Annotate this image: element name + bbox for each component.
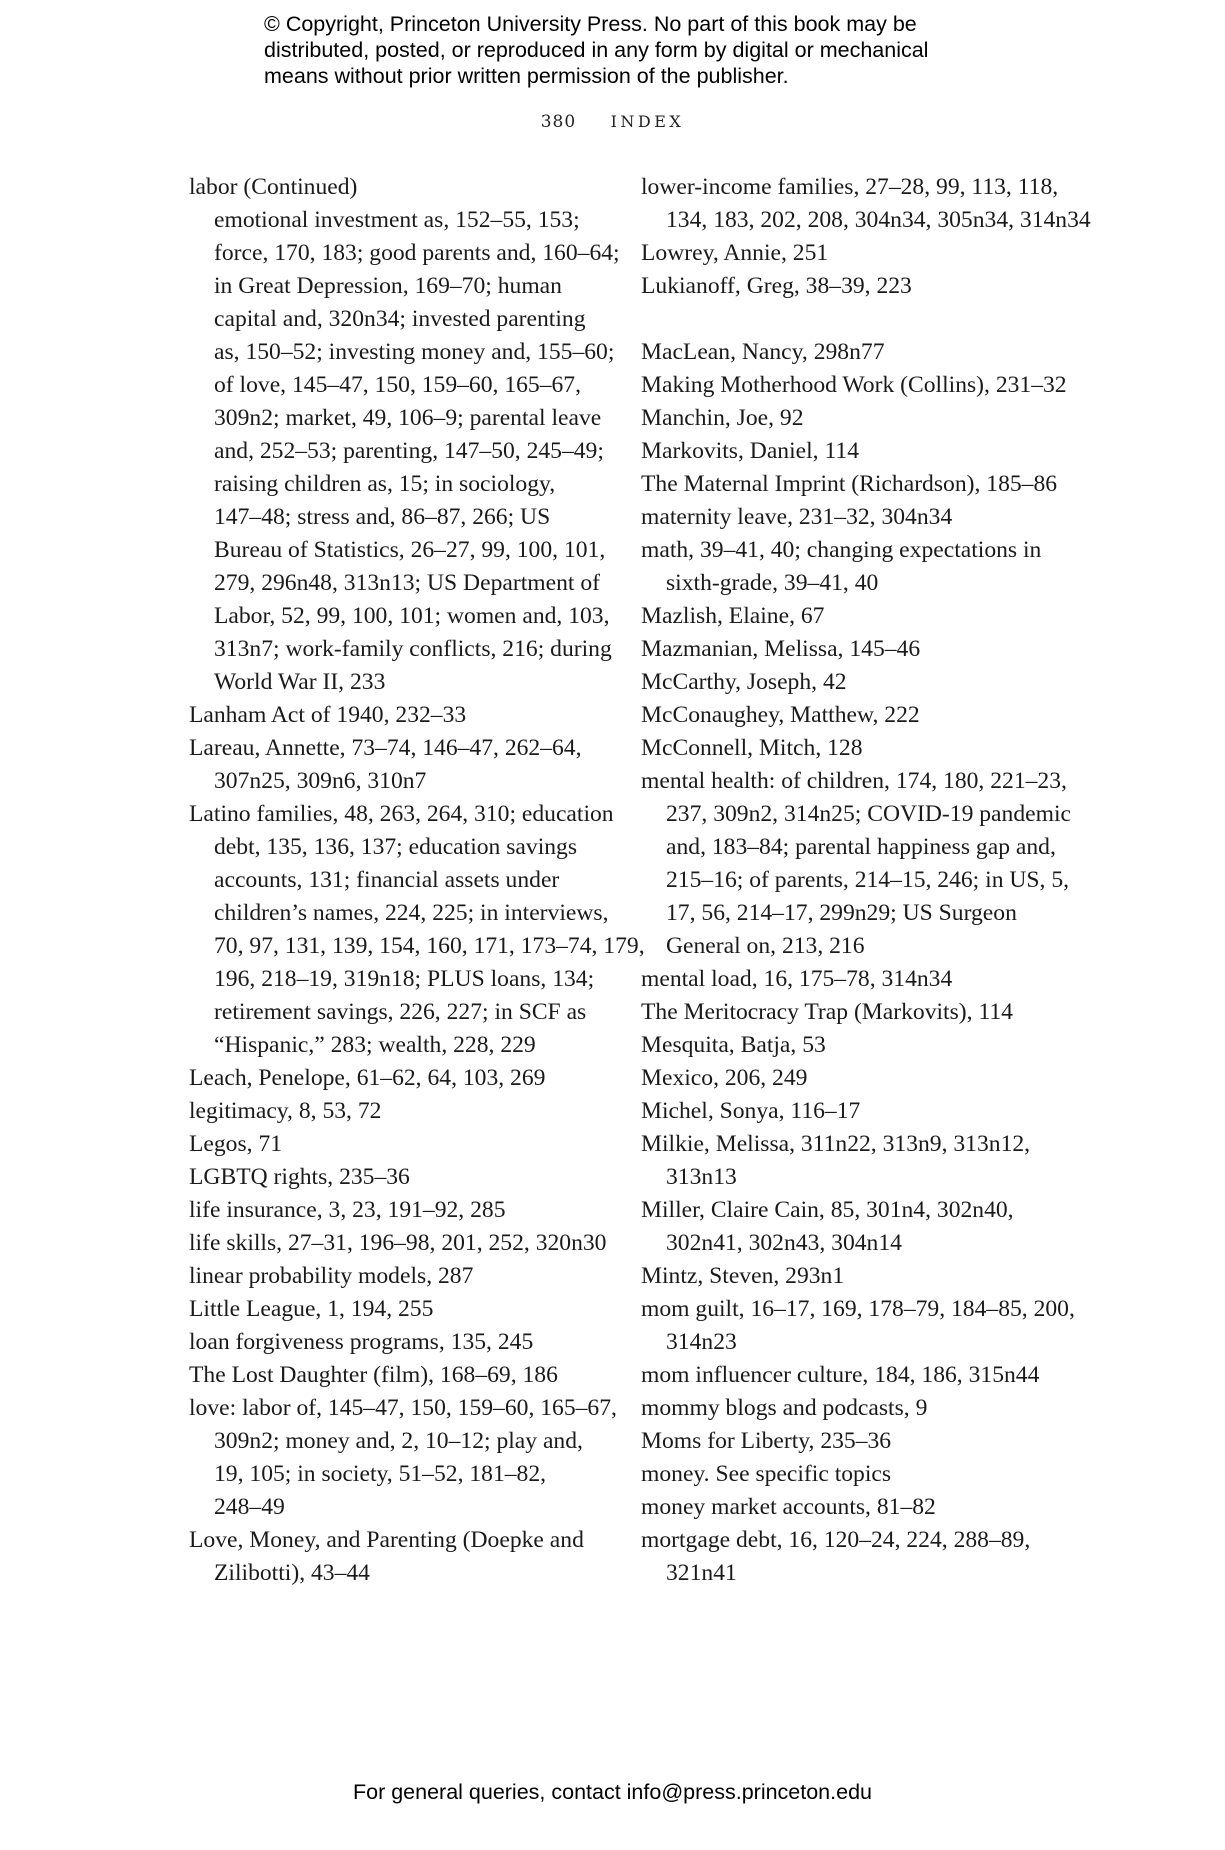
index-entry (189, 699, 614, 732)
index-entry (641, 732, 1071, 765)
index-entry (641, 1359, 1071, 1392)
index-entry-line: Mexico, 206, 249 (641, 1065, 808, 1091)
index-entry (641, 1524, 1071, 1590)
index-entry (189, 1161, 614, 1194)
index-entry (641, 237, 1071, 270)
index-entry-line: The Maternal Imprint (Richardson), 185–86 (641, 471, 1058, 497)
index-entry-line: 134, 183, 202, 208, 304n34, 305n34, 314n34 (666, 207, 1091, 233)
index-entry-line: Mazlish, Elaine, 67 (641, 603, 825, 629)
index-entry-line: Manchin, Joe, 92 (641, 405, 804, 431)
index-column-right (641, 171, 1091, 1590)
index-entry-line: loan forgiveness programs, 135, 245 (189, 1329, 534, 1355)
index-entry (189, 798, 645, 1062)
index-entry (641, 1128, 1071, 1194)
index-entry (641, 1029, 1071, 1062)
index-entry (641, 666, 1071, 699)
index-entry-line: The Lost Daughter (film), 168–69, 186 (189, 1362, 558, 1388)
index-entry-line: mom influencer culture, 184, 186, 315n44 (641, 1362, 1040, 1388)
index-entry-line: Michel, Sonya, 116–17 (641, 1098, 861, 1124)
index-entry-line: force, 170, 183; good parents and, 160–64; (214, 240, 620, 266)
index-entry (641, 270, 1071, 303)
index-entry-line: Mintz, Steven, 293n1 (641, 1263, 845, 1289)
index-entry (641, 369, 1071, 402)
index-entry-line: money market accounts, 81–82 (641, 1494, 936, 1520)
index-entry-line: 70, 97, 131, 139, 154, 160, 171, 173–74, 179, (214, 933, 645, 959)
index-entry-line: 309n2; money and, 2, 10–12; play and, (214, 1428, 583, 1454)
index-entry (641, 336, 1071, 369)
index-entry-line: Zilibotti), 43–44 (214, 1560, 370, 1586)
index-entry-line: accounts, 131; financial assets under (214, 867, 560, 893)
index-entry (189, 1128, 614, 1161)
index-entry (641, 699, 1071, 732)
index-entry-line: love: labor of, 145–47, 150, 159–60, 165–67, (189, 1395, 617, 1421)
index-entry-line: money. See specific topics (641, 1461, 892, 1487)
index-entry-line: raising children as, 15; in sociology, (214, 471, 556, 497)
page-number: 380 (540, 112, 577, 132)
index-entry-line: Legos, 71 (189, 1131, 283, 1157)
index-entry-line: capital and, 320n34; invested parenting (214, 306, 586, 332)
index-entry (641, 963, 1071, 996)
index-entry-line: 307n25, 309n6, 310n7 (214, 768, 427, 794)
index-entry (641, 468, 1071, 501)
index-entry-line: mental load, 16, 175–78, 314n34 (641, 966, 953, 992)
running-head (0, 112, 1225, 132)
index-entry-line: Latino families, 48, 263, 264, 310; education (189, 801, 614, 827)
index-entry (189, 1326, 614, 1359)
index-entry-line: 19, 105; in society, 51–52, 181–82, (214, 1461, 547, 1487)
index-entry-line: legitimacy, 8, 53, 72 (189, 1098, 382, 1124)
index-entry-line: Labor, 52, 99, 100, 101; women and, 103, (214, 603, 610, 629)
index-entry-line: Milkie, Melissa, 311n22, 313n9, 313n12, (641, 1131, 1031, 1157)
index-entry-line: labor (Continued) (189, 174, 358, 200)
index-entry (641, 1491, 1071, 1524)
index-entry-line: MacLean, Nancy, 298n77 (641, 339, 885, 365)
index-entry (189, 1293, 614, 1326)
index-entry (189, 1194, 614, 1227)
index-entry-line: World War II, 233 (214, 669, 386, 695)
index-entry-line: The Meritocracy Trap (Markovits), 114 (641, 999, 1013, 1025)
index-entry (641, 435, 1071, 468)
index-entry (641, 1095, 1071, 1128)
index-entry-line: 279, 296n48, 313n13; US Department of (214, 570, 600, 596)
index-entry (641, 1293, 1075, 1359)
index-entry (189, 1260, 614, 1293)
index-entry (641, 1425, 1071, 1458)
index-entry-line: Little League, 1, 194, 255 (189, 1296, 434, 1322)
index-entry (641, 534, 1071, 600)
copyright-line: distributed, posted, or reproduced in any form by digital or mechanical (264, 38, 929, 62)
index-entry-line: in Great Depression, 169–70; human (214, 273, 562, 299)
index-entry-line: Leach, Penelope, 61–62, 64, 103, 269 (189, 1065, 546, 1091)
index-entry (189, 1227, 614, 1260)
index-entry (189, 1062, 614, 1095)
index-entry (189, 1392, 617, 1524)
index-entry-line: 248–49 (214, 1494, 285, 1520)
index-entry-line: Miller, Claire Cain, 85, 301n4, 302n40, (641, 1197, 1014, 1223)
index-entry-line: Lanham Act of 1940, 232–33 (189, 702, 467, 728)
index-entry-line: and, 183–84; parental happiness gap and, (666, 834, 1056, 860)
index-entry-line: McConaughey, Matthew, 222 (641, 702, 920, 728)
index-entry (641, 1062, 1071, 1095)
index-entry-line: McCarthy, Joseph, 42 (641, 669, 847, 695)
index-entry-line: children’s names, 224, 225; in interviews, (214, 900, 609, 926)
copyright-notice (264, 11, 1024, 89)
index-entry-line: linear probability models, 287 (189, 1263, 474, 1289)
index-entry (641, 1260, 1071, 1293)
index-entry-line: 313n7; work-family conflicts, 216; during (214, 636, 612, 662)
index-entry-line: 237, 309n2, 314n25; COVID-19 pandemic (666, 801, 1071, 827)
index-entry-line: as, 150–52; investing money and, 155–60; (214, 339, 615, 365)
index-entry-line: mom guilt, 16–17, 169, 178–79, 184–85, 200, (641, 1296, 1075, 1322)
index-entry-line: 313n13 (666, 1164, 737, 1190)
index-entry (641, 996, 1071, 1029)
index-entry-line: LGBTQ rights, 235–36 (189, 1164, 410, 1190)
index-entry (641, 1392, 1071, 1425)
index-entry-line: math, 39–41, 40; changing expectations in (641, 537, 1042, 563)
index-entry-line: General on, 213, 216 (666, 933, 865, 959)
index-entry-line: 321n41 (666, 1560, 737, 1586)
index-entry-line: Markovits, Daniel, 114 (641, 438, 859, 464)
index-column-left (189, 171, 645, 1590)
index-entry-line: mental health: of children, 174, 180, 221–23, (641, 768, 1067, 794)
index-entry-line: mommy blogs and podcasts, 9 (641, 1395, 928, 1421)
index-entry-line: Bureau of Statistics, 26–27, 99, 100, 101, (214, 537, 606, 563)
index-entry (641, 633, 1071, 666)
copyright-line: means without prior written permission of the publisher. (264, 64, 789, 88)
index-entry-line: life insurance, 3, 23, 191–92, 285 (189, 1197, 506, 1223)
index-entry-line: 196, 218–19, 319n18; PLUS loans, 134; (214, 966, 595, 992)
index-entry (189, 732, 614, 798)
section-title: INDEX (610, 112, 685, 131)
index-entry (641, 765, 1071, 963)
index-entry-line: 309n2; market, 49, 106–9; parental leave (214, 405, 602, 431)
index-entry-line: 17, 56, 214–17, 299n29; US Surgeon (666, 900, 1017, 926)
index-entry (189, 1095, 614, 1128)
index-entry-line: of love, 145–47, 150, 159–60, 165–67, (214, 372, 581, 398)
index-entry-line: mortgage debt, 16, 120–24, 224, 288–89, (641, 1527, 1031, 1553)
index-entry-line: 215–16; of parents, 214–15, 246; in US, 5, (666, 867, 1070, 893)
index-entry-line: maternity leave, 231–32, 304n34 (641, 504, 953, 530)
index-entry-line: lower-income families, 27–28, 99, 113, 118, (641, 174, 1059, 200)
index-entry-line: emotional investment as, 152–55, 153; (214, 207, 580, 233)
index-entry (641, 171, 1091, 237)
index-entry-line: Lukianoff, Greg, 38–39, 223 (641, 273, 912, 299)
index-entry (641, 1194, 1071, 1260)
index-entry (189, 171, 620, 699)
index-entry-line: and, 252–53; parenting, 147–50, 245–49; (214, 438, 604, 464)
index-entry (641, 600, 1071, 633)
index-entry-line: debt, 135, 136, 137; education savings (214, 834, 578, 860)
index-entry (189, 1359, 614, 1392)
index-entry-line: Mazmanian, Melissa, 145–46 (641, 636, 921, 662)
index-entry-line: life skills, 27–31, 196–98, 201, 252, 320n30 (189, 1230, 607, 1256)
index-entry-line: McConnell, Mitch, 128 (641, 735, 863, 761)
index-entry-line: Making Motherhood Work (Collins), 231–32 (641, 372, 1067, 398)
index-entry (641, 501, 1071, 534)
index-entry (641, 402, 1071, 435)
index-entry-line: sixth-grade, 39–41, 40 (666, 570, 879, 596)
index-entry-line: 314n23 (666, 1329, 737, 1355)
index-entry (189, 1524, 614, 1590)
index-entry-line: “Hispanic,” 283; wealth, 228, 229 (214, 1032, 536, 1058)
index-entry-line: retirement savings, 226, 227; in SCF as (214, 999, 587, 1025)
index-entry-line: 302n41, 302n43, 304n14 (666, 1230, 902, 1256)
letter-section-gap (641, 303, 1071, 336)
index-entry-line: Lowrey, Annie, 251 (641, 240, 829, 266)
index-entry-line: Moms for Liberty, 235–36 (641, 1428, 892, 1454)
footer-contact: For general queries, contact info@press.princeton.edu (352, 1780, 872, 1804)
index-entry (641, 1458, 1071, 1491)
index-entry-line: Mesquita, Batja, 53 (641, 1032, 826, 1058)
index-entry-line: Lareau, Annette, 73–74, 146–47, 262–64, (189, 735, 582, 761)
copyright-line: © Copyright, Princeton University Press. No part of this book may be (264, 12, 917, 36)
index-entry-line: Love, Money, and Parenting (Doepke and (189, 1527, 584, 1553)
index-entry-line: 147–48; stress and, 86–87, 266; US (214, 504, 551, 530)
